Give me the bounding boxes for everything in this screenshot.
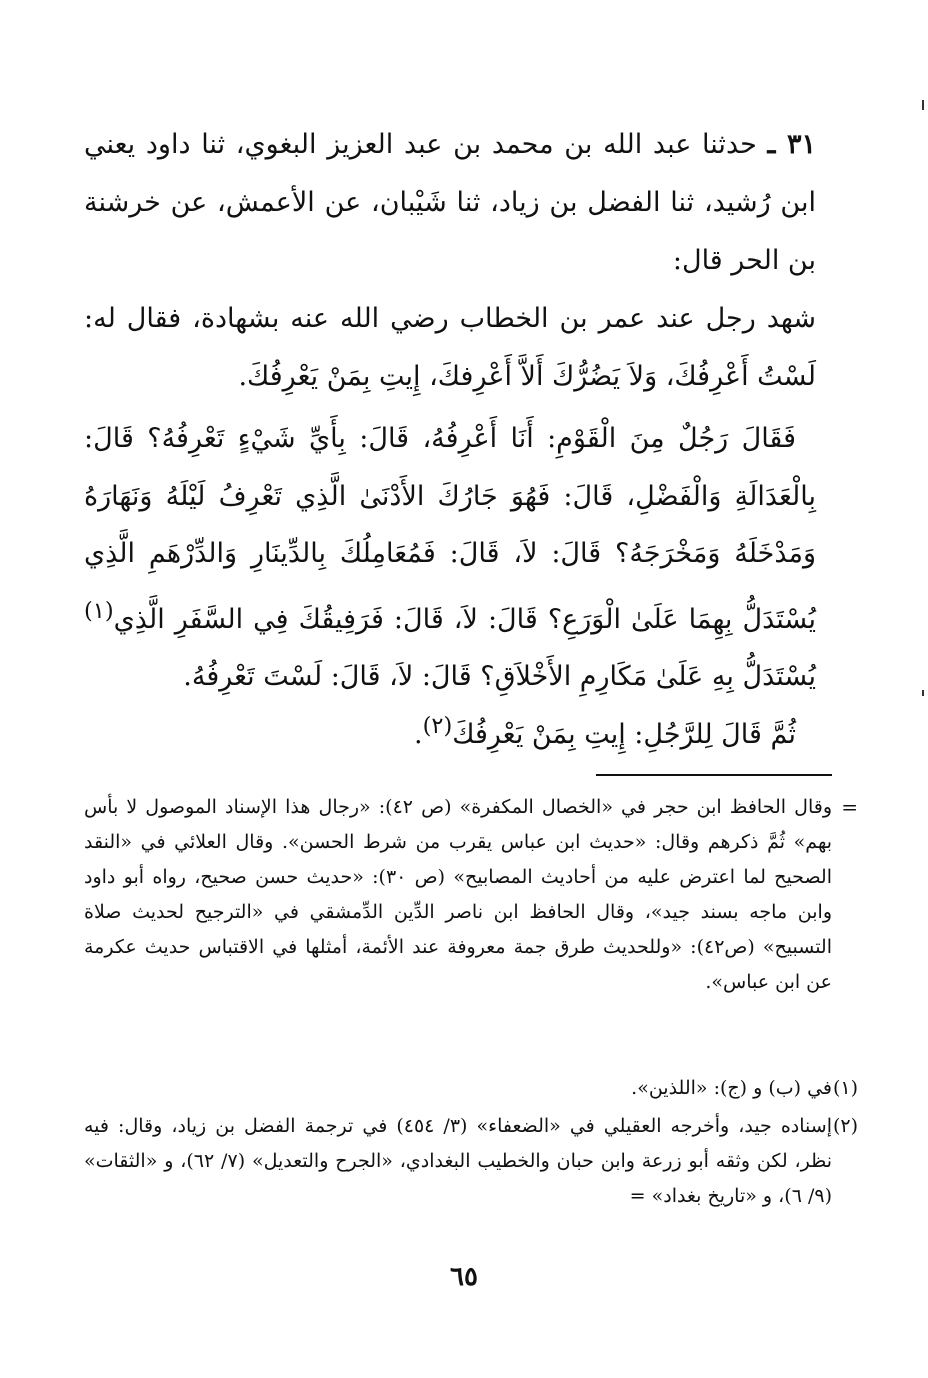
footnote-continuation [84, 790, 832, 1000]
scan-edge-mark [922, 690, 924, 696]
footnote-2-text: إسناده جيد، وأخرجه العقيلي في «الضعفاء» (٣/ ٤٥٤) في ترجمة الفضل بن زياد، وقال: فيه نظر، لكن وثقه أبو زرعة وابن حبان والخطيب البغدادي، «الجرح والتعديل» (٧/ ٦٢)، و «الثقات» (٩/ ٦)، و «تاريخ بغداد» = [84, 1115, 832, 1207]
hadith-paragraph-3 [84, 410, 816, 706]
paragraph-4-end: . [414, 719, 423, 750]
footnote-ref-2[interactable]: (٢) [422, 713, 453, 739]
footnote-1-number: (١) [832, 1077, 858, 1099]
hadith-paragraph-4 [84, 697, 816, 764]
paragraph-2-text: شهد رجل عند عمر بن الخطاب رضي الله عنه بشهادة، فقال له: لَسْتُ أَعْرِفُكَ، وَلاَ يَضُرُّكَ أَلاَّ أَعْرِفكَ، إِيتِ بِمَنْ يَعْرِفُكَ. [84, 303, 816, 392]
footnote-1 [84, 1071, 832, 1106]
paragraph-3-end-text: يُسْتَدَلُّ بِهِ عَلَىٰ مَكَارِمِ الأَخْلاَقِ؟ قَالَ: لاَ، قَالَ: لَسْتَ تَعْرِفُهُ. [183, 661, 816, 692]
footnote-2 [84, 1109, 832, 1214]
paragraph-3-text: فَقَالَ رَجُلٌ مِنَ الْقَوْمِ: أَنَا أَعْرِفُهُ، قَالَ: بِأَيِّ شَيْءٍ تَعْرِفُهُ؟ قَالَ: بِالْعَدَالَةِ وَالْفَضْلِ، قَالَ: فَهُوَ جَارُكَ الأَدْنَىٰ الَّذِي تَعْرِفُ لَيْلَهُ وَنَهَارَهُ وَمَدْخَلَهُ وَمَخْرَجَهُ؟ قَالَ: لاَ، قَالَ: فَمُعَامِلُكَ بِالدِّينَارِ وَالدِّرْهَمِ الَّذِي يُسْتَدَلُّ بِهِمَا عَلَىٰ الْوَرَعِ؟ قَالَ: لاَ، قَالَ: فَرَفِيقُكَ فِي السَّفَرِ الَّذِي [84, 423, 816, 635]
hadith-isnad-paragraph [84, 116, 816, 290]
page-number: ٦٥ [450, 1262, 478, 1292]
footnote-continuation-mark: = [841, 795, 858, 819]
footnote-continuation-text: وقال الحافظ ابن حجر في «الخصال المكفرة» (ص ٤٢): «رجال هذا الإسناد الموصول لا بأس بهم» ثُمَّ ذكرهم وقال: «حديث ابن عباس يقرب من شرط الحسن». وقال العلائي في «النقد الصحيح لما اعترض عليه من أحاديث المصابيح» (ص ٣٠): «حديث حسن صحيح، رواه أبو داود وابن ماجه بسند جيد»، وقال الحافظ ابن ناصر الدِّين الدِّمشقي في «الترجيح لحديث صلاة التسبيح» (ص٤٢): «وللحديث طرق جمة معروفة عند الأئمة، أمثلها في الاقتباس حديث عكرمة عن ابن عباس». [84, 796, 832, 993]
paragraph-4-text: ثُمَّ قَالَ لِلرَّجُلِ: إِيتِ بِمَنْ يَعْرِفُكَ [452, 719, 796, 750]
hadith-number: ٣١ ـ [767, 129, 816, 160]
footnote-separator [596, 774, 832, 776]
hadith-isnad: حدثنا عبد الله بن محمد بن عبد العزيز البغوي، ثنا داود يعني ابن رُشيد، ثنا الفضل بن زياد، ثنا شَيْبان، عن الأعمش، عن خرشنة بن الحر قال: [84, 129, 816, 276]
footnote-2-number: (٢) [832, 1115, 858, 1137]
footnote-1-text: في (ب) و (ج): «اللذين». [631, 1077, 832, 1099]
hadith-paragraph-2 [84, 290, 816, 406]
footnote-ref-1[interactable]: (١) [84, 597, 114, 624]
scan-edge-mark [922, 100, 924, 110]
